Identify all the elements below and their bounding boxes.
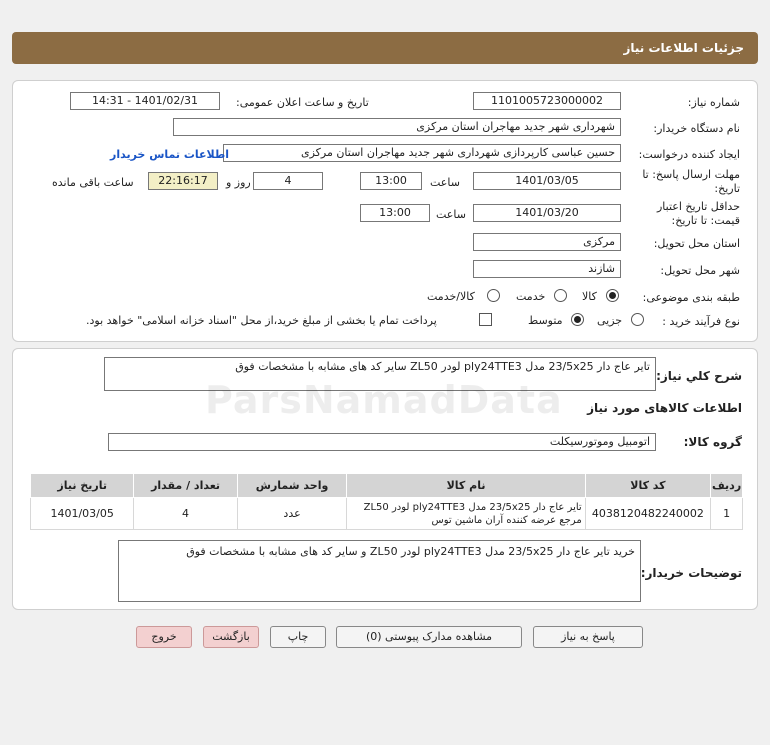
need-number-label: شماره نیاز:: [687, 96, 740, 109]
cell-row-number: 1: [711, 498, 743, 530]
table-row: [31, 498, 743, 530]
need-number-field: 1101005723000002: [473, 92, 621, 110]
delivery-province-field: مرکزی: [473, 233, 621, 251]
category-option-service: خدمت: [516, 290, 546, 303]
col-code-header: کد کالا: [585, 474, 710, 498]
goods-table: [30, 473, 743, 530]
validity-label: حداقل تاریخ اعتبار قیمت: تا تاریخ:: [656, 200, 740, 227]
remaining-time-label: ساعت باقی مانده: [52, 176, 134, 189]
days-field: 4: [253, 172, 323, 190]
cell-goods-name: تایر عاج دار 23/5x25 مدل ply24TTE3 لودر ZL50 مرجع عرضه کننده آران ماشین توس: [347, 498, 585, 530]
deadline-time-field: 13:00: [360, 172, 422, 190]
view-attachments-button[interactable]: مشاهده مدارک پیوستی (0): [336, 626, 522, 648]
process-label: نوع فرآیند خرید :: [662, 315, 740, 328]
col-unit-header: واحد شمارش: [237, 474, 347, 498]
buyer-org-field: شهرداری شهر جدید مهاجران استان مرکزی: [173, 118, 621, 136]
col-row-header: ردیف: [711, 474, 743, 498]
category-radio-service[interactable]: [554, 289, 567, 302]
announce-label: تاریخ و ساعت اعلان عمومی:: [236, 96, 369, 109]
announce-field: 1401/02/31 - 14:31: [70, 92, 220, 110]
delivery-province-label: استان محل تحویل:: [653, 237, 740, 250]
process-option-medium: متوسط: [528, 314, 563, 327]
cell-need-date: 1401/03/05: [31, 498, 134, 530]
delivery-city-field: شازند: [473, 260, 621, 278]
validity-date-field: 1401/03/20: [473, 204, 621, 222]
deadline-label: مهلت ارسال پاسخ: تا تاریخ:: [642, 168, 740, 195]
print-button[interactable]: چاپ: [270, 626, 326, 648]
creator-label: ایجاد کننده درخواست:: [638, 148, 740, 161]
col-qty-header: تعداد / مقدار: [134, 474, 237, 498]
delivery-city-label: شهر محل تحویل:: [660, 264, 740, 277]
buyer-contact-link[interactable]: اطلاعات تماس خریدار: [110, 148, 230, 161]
cell-goods-code: 4038120482240002: [585, 498, 710, 530]
page-title: جزئیات اطلاعات نیاز: [623, 41, 744, 55]
col-name-header: نام کالا: [347, 474, 585, 498]
validity-time-field: 13:00: [360, 204, 430, 222]
category-radio-goods-service[interactable]: [487, 289, 500, 302]
goods-info-title: اطلاعات کالاهای مورد نیاز: [587, 401, 742, 415]
treasury-payment-checkbox[interactable]: [479, 313, 492, 326]
exit-button[interactable]: خروج: [136, 626, 192, 648]
days-label: روز و: [226, 176, 251, 189]
validity-time-label: ساعت: [436, 208, 466, 221]
category-option-goods: کالا: [582, 290, 597, 303]
category-radio-goods[interactable]: [606, 289, 619, 302]
category-option-goods-service: کالا/خدمت: [427, 290, 475, 303]
cell-quantity: 4: [134, 498, 237, 530]
cell-unit: عدد: [237, 498, 347, 530]
treasury-payment-note: پرداخت تمام یا بخشی از مبلغ خرید،از محل "اسناد خزانه اسلامی" خواهد بود.: [86, 314, 437, 327]
process-radio-minor[interactable]: [631, 313, 644, 326]
buyer-notes-label: توضیحات خریدار:: [640, 566, 742, 580]
goods-group-field: اتومبیل وموتورسیکلت: [108, 433, 656, 451]
goods-group-label: گروه کالا:: [683, 435, 742, 449]
reply-button[interactable]: پاسخ به نیاز: [533, 626, 643, 648]
category-label: طبقه بندی موضوعی:: [642, 291, 740, 304]
table-header-row: [31, 474, 743, 498]
summary-field: تایر عاج دار 23/5x25 مدل ply24TTE3 لودر ZL50 سایر کد های مشابه با مشخصات فوق: [104, 357, 656, 391]
deadline-time-label: ساعت: [430, 176, 460, 189]
process-radio-medium[interactable]: [571, 313, 584, 326]
process-option-minor: جزیی: [597, 314, 623, 327]
col-date-header: تاریخ نیاز: [31, 474, 134, 498]
back-button[interactable]: بازگشت: [203, 626, 259, 648]
summary-label: شرح کلي نياز:: [656, 369, 742, 383]
deadline-date-field: 1401/03/05: [473, 172, 621, 190]
creator-field: حسین عباسی کارپردازی شهرداری شهر جدید مهاجران استان مرکزی: [223, 144, 621, 162]
buyer-notes-field: خرید تایر عاج دار 23/5x25 مدل ply24TTE3 لودر ZL50 و سایر کد های مشابه با مشخصات فوق: [118, 540, 641, 602]
page-header: [12, 32, 758, 64]
remaining-time-field: 22:16:17: [148, 172, 218, 190]
buyer-org-label: نام دستگاه خریدار:: [653, 122, 740, 135]
